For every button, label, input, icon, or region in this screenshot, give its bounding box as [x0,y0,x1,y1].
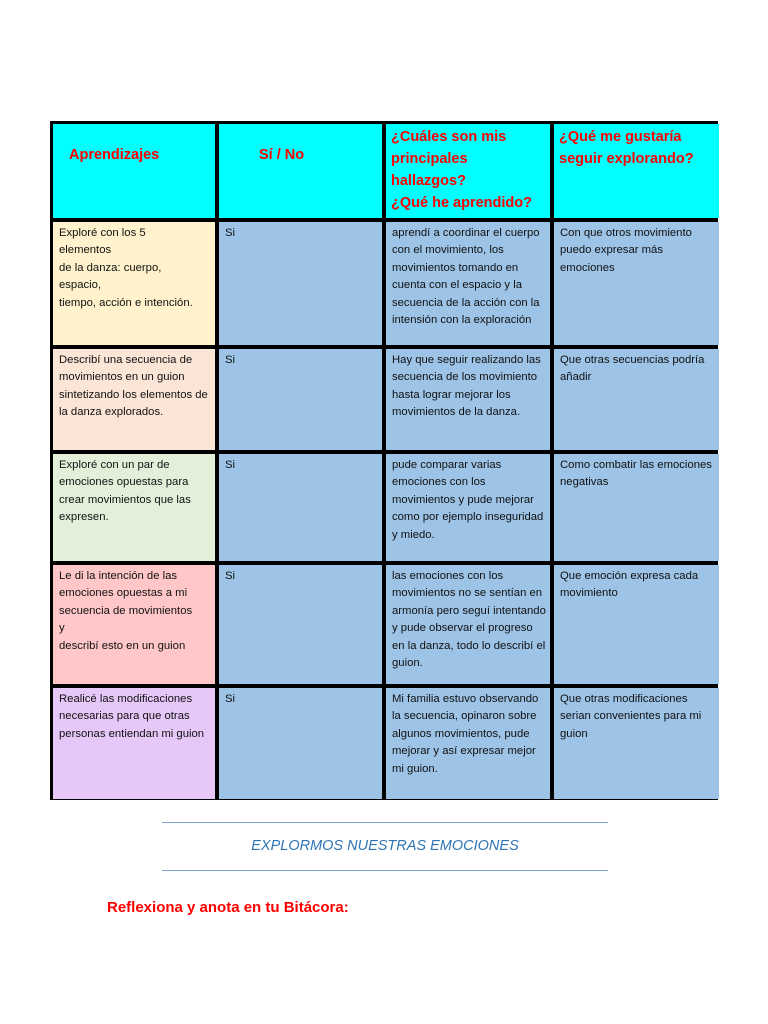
header-explorar: ¿Qué me gustaría seguir explorando? [554,124,719,218]
row-1-explorar: Con que otros movimiento puedo expresar más emociones [554,222,719,345]
row-5-hallazgos: Mi familia estuvo observando la secuencia, opinaron sobre algunos movimientos, pude mejorar y así expresar mejor mi guion. [386,688,550,799]
row-5-explorar: Que otras modificaciones serian convenientes para mi guion [554,688,719,799]
row-3-aprendizaje: Exploré con un par de emociones opuestas para crear movimientos que las expresen. [53,454,215,561]
row-4-aprendizaje: Le di la intención de las emociones opuestas a mi secuencia de movimientos y describí esto en un guion [53,565,215,684]
learning-table [50,121,718,800]
divider-bottom [162,870,608,871]
row-3-explorar: Como combatir las emociones negativas [554,454,719,561]
row-4-explorar: Que emoción expresa cada movimiento [554,565,719,684]
header-si-no: Sí / No [219,124,382,218]
row-3-hallazgos: pude comparar varias emociones con los movimientos y pude mejorar como por ejemplo inseguridad y miedo. [386,454,550,561]
header-aprendizajes: Aprendizajes [53,124,215,218]
row-1-si-no: Si [219,222,382,345]
row-2-explorar: Que otras secuencias podría añadir [554,349,719,450]
row-2-si-no: Si [219,349,382,450]
row-4-si-no: Si [219,565,382,684]
section-subtitle: EXPLORMOS NUESTRAS EMOCIONES [251,838,519,854]
row-3-si-no: Si [219,454,382,561]
row-2-hallazgos: Hay que seguir realizando las secuencia de los movimiento hasta lograr mejorar los movimientos de la danza. [386,349,550,450]
row-5-aprendizaje: Realicé las modificaciones necesarias para que otras personas entiendan mi guion [53,688,215,799]
row-1-hallazgos: aprendí a coordinar el cuerpo con el movimiento, los movimientos tomando en cuenta con el espacio y la secuencia de la acción con la intensión con la exploración [386,222,550,345]
instruction-text: Reflexiona y anota en tu Bitácora: [107,899,349,916]
row-5-si-no: Si [219,688,382,799]
header-hallazgos: ¿Cuáles son mis principales hallazgos? ¿Qué he aprendido? [386,124,550,218]
divider-top [162,822,608,823]
row-2-aprendizaje: Describí una secuencia de movimientos en un guion sintetizando los elementos de la danza explorados. [53,349,215,450]
row-4-hallazgos: las emociones con los movimientos no se sentían en armonía pero seguí intentando y pude observar el progreso en la danza, todo lo describí el guion. [386,565,550,684]
row-1-aprendizaje: Exploré con los 5 elementos de la danza: cuerpo, espacio, tiempo, acción e intención. [53,222,215,345]
